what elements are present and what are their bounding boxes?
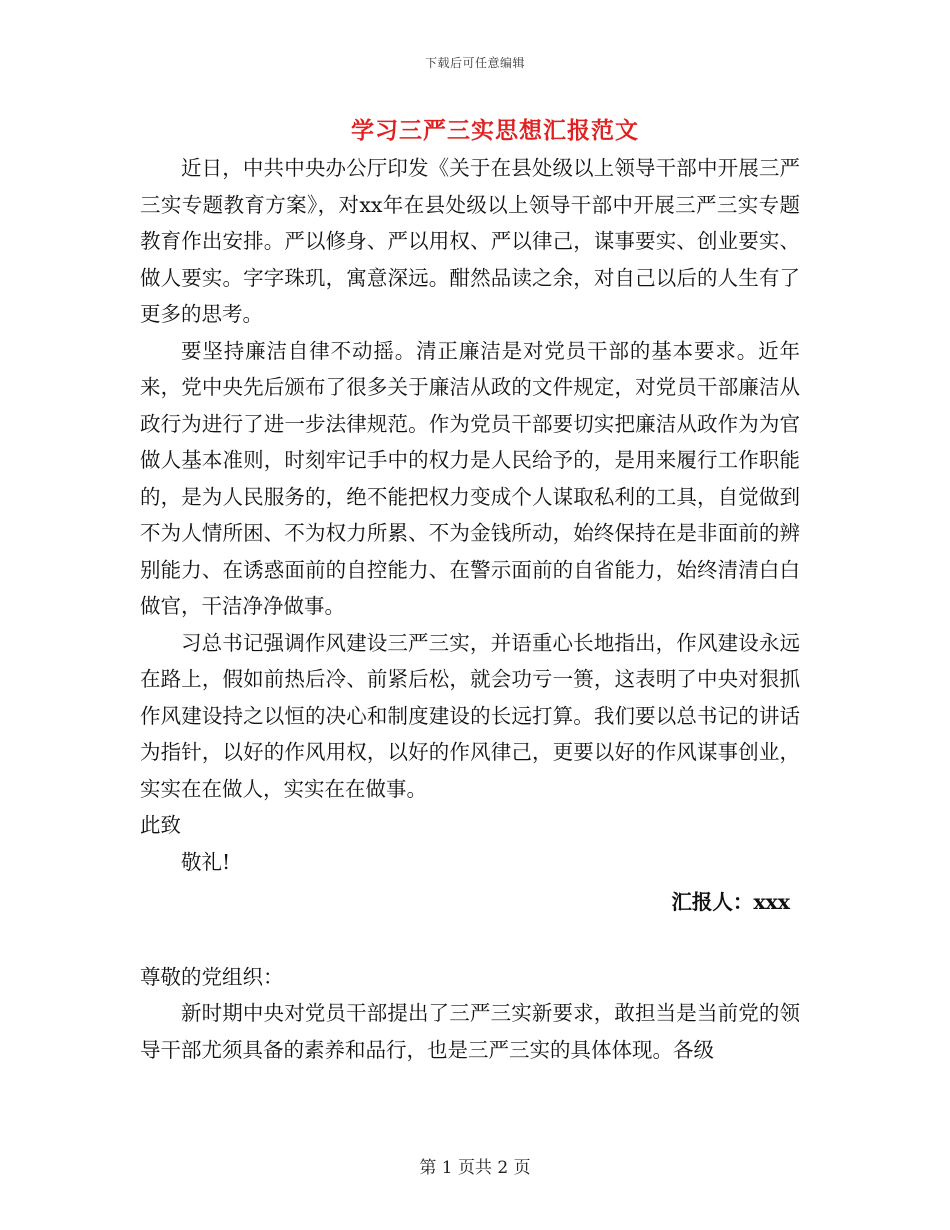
signature: 汇报人：xxx [671, 890, 790, 914]
document-body [140, 150, 800, 1068]
paragraph-1: 近日，中共中央办公厅印发《关于在县处级以上领导干部中开展三严三实专题教育方案》，对xx年在县处级以上领导干部中开展三严三实专题教育作出安排。严以修身、严以用权、严以律己，谋事要实、创业要实、做人要实。字字珠玑，寓意深远。酣然品读之余，对自己以后的人生有了更多的思考。 [140, 156, 800, 326]
closing-line-1: 此致 [140, 813, 181, 837]
closing-line-2: 敬礼! [181, 849, 231, 874]
page-number-footer: 第 1 页共 2 页 [419, 1158, 531, 1178]
paragraph-2: 要坚持廉洁自律不动摇。清正廉洁是对党员干部的基本要求。近年来，党中央先后颁布了很多关于廉洁从政的文件规定，对党员干部廉洁从政行为进行了进一步法律规范。作为党员干部要切实把廉洁从政作为为官做人基本准则，时刻牢记手中的权力是人民给予的，是用来履行工作职能的，是为人民服务的，绝不能把权力变成个人谋取私利的工具，自觉做到不为人情所困、不为权力所累、不为金钱所动，始终保持在是非面前的辨别能力、在诱惑面前的自控能力、在警示面前的自省能力，始终清清白白做官，干洁净净做事。 [140, 338, 800, 618]
document-title: 学习三严三实思想汇报范文 [351, 117, 639, 144]
salutation: 尊敬的党组织： [140, 964, 284, 989]
header-note: 下载后可任意编辑 [424, 56, 525, 70]
section-gap [140, 921, 800, 959]
paragraph-3: 习总书记强调作风建设三严三实，并语重心长地指出，作风建设永远在路上，假如前热后冷、前紧后松，就会功亏一篑，这表明了中央对狠抓作风建设持之以恒的决心和制度建设的长远打算。我们要以总书记的讲话为指针，以好的作风用权，以好的作风律己，更要以好的作风谋事创业，实实在在做人，实实在在做事。 [140, 630, 800, 801]
paragraph-4: 新时期中央对党员干部提出了三严三实新要求，敢担当是当前党的领导干部尤须具备的素养和品行，也是三严三实的具体体现。各级 [140, 1001, 800, 1062]
